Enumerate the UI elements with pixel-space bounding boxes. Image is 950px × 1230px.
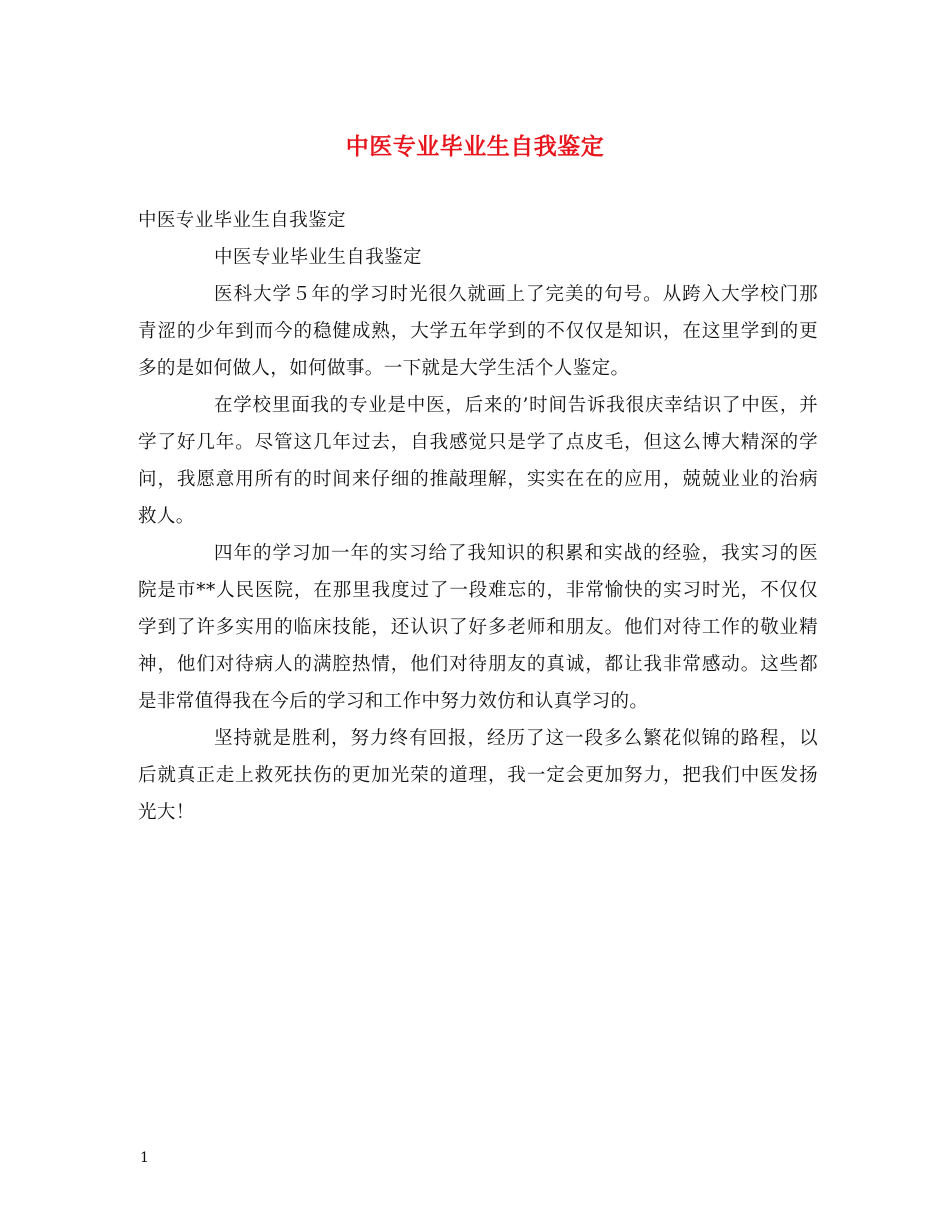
document-title: 中医专业毕业生自我鉴定 (345, 133, 605, 160)
paragraph-1: 医科大学５年的学习时光很久就画上了完美的句号。从跨入大学校门那青涩的少年到而今的稳健成熟，大学五年学到的不仅仅是知识，在这里学到的更多的是如何做人，如何做事。一下就是大学生活个人鉴定。 (138, 284, 818, 379)
paragraph-4: 坚持就是胜利，努力终有回报，经历了这一段多么繁花似锦的路程，以后就真正走上救死扶伤的更加光荣的道理，我一定会更加努力，把我们中医发扬光大！ (138, 728, 818, 823)
paragraph-2: 在学校里面我的专业是中医，后来的’时间告诉我很庆幸结识了中医，并学了好几年。尽管这几年过去，自我感觉只是学了点皮毛，但这么博大精深的学问，我愿意用所有的时间来仔细的推敲理解，实实在在的应用，兢兢业业的治病救人。 (138, 395, 818, 527)
document-body (138, 202, 818, 831)
heading-line: 中医专业毕业生自我鉴定 (138, 210, 346, 231)
paragraph-3: 四年的学习加一年的实习给了我知识的积累和实战的经验，我实习的医院是市**人民医院，在那里我度过了一段难忘的，非常愉快的实习时光，不仅仅学到了许多实用的临床技能，还认识了好多老师和朋友。他们对待工作的敬业精神，他们对待病人的满腔热情，他们对待朋友的真诚，都让我非常感动。这些都是非常值得我在今后的学习和工作中努力效仿和认真学习的。 (138, 543, 818, 712)
page-number: 1 (140, 1150, 149, 1166)
subheading-line: 中医专业毕业生自我鉴定 (214, 247, 422, 268)
